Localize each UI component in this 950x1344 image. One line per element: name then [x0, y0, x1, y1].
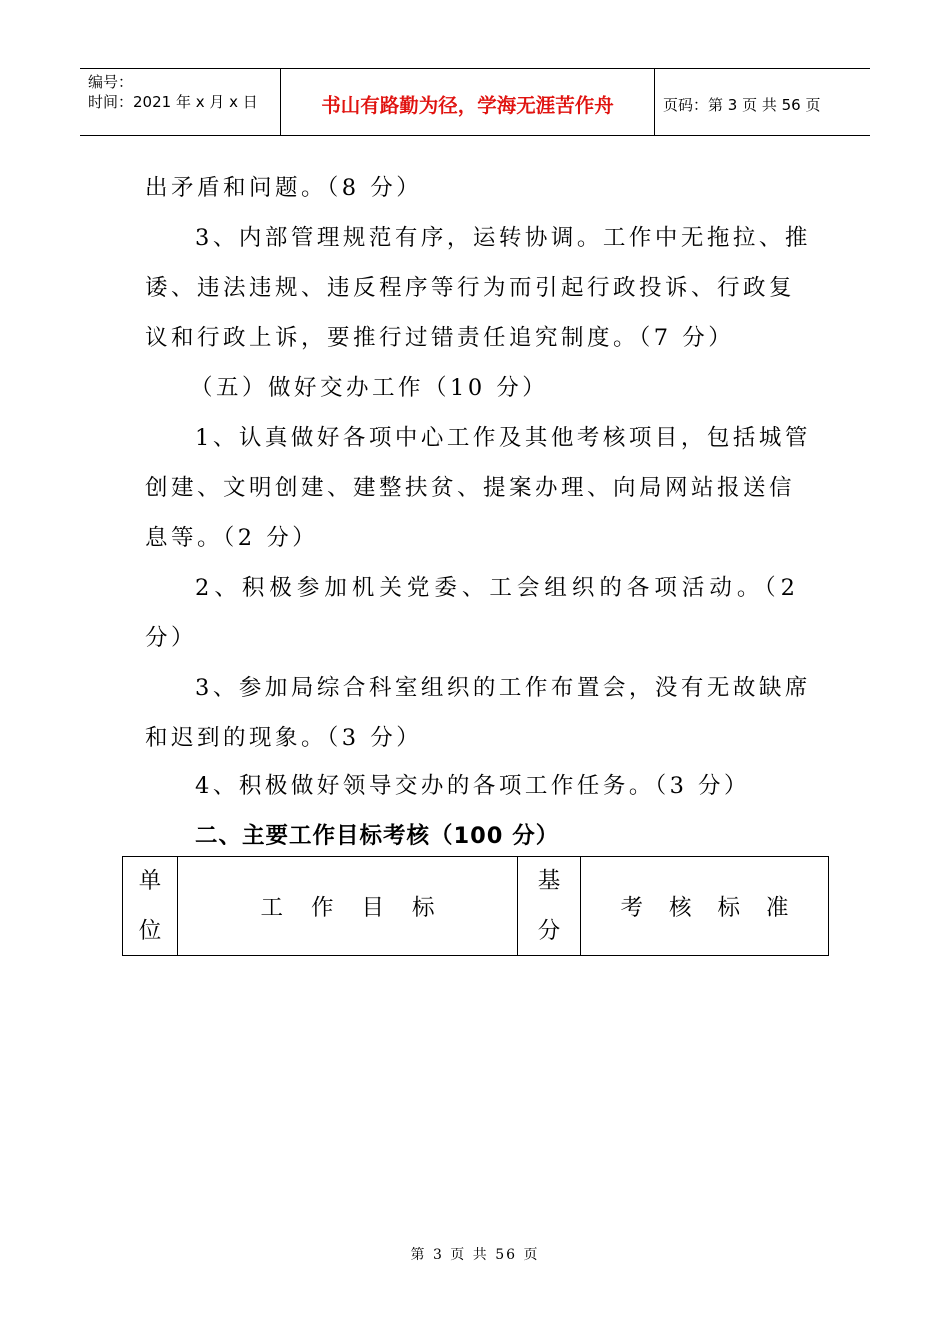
s5-item1-line1: 1、认真做好各项中心工作及其他考核项目，包括城管	[195, 425, 811, 451]
table-col-base-char2: 分	[537, 918, 561, 944]
table-col-base-score	[518, 857, 581, 955]
table-col-work-goal: 工作目标	[178, 857, 518, 955]
item3-line3: 议和行政上诉，要推行过错责任追究制度。（7 分）	[145, 325, 735, 351]
s5-item2-line2: 分）	[145, 625, 198, 651]
s5-item4: 4、积极做好领导交办的各项工作任务。（3 分）	[195, 773, 751, 799]
table-col-unit-char1: 单	[138, 868, 162, 894]
header-motto: 书山有路勤为径，学海无涯苦作舟	[281, 69, 655, 135]
table-col-base-char1: 基	[537, 868, 561, 894]
s5-item3-line2: 和迟到的现象。（3 分）	[145, 725, 423, 751]
s5-item3-line1: 3、参加局综合科室组织的工作布置会，没有无故缺席	[195, 675, 811, 701]
table-col-unit-char2: 位	[138, 918, 162, 944]
header-page-info: 页码：第 3 页 共 56 页	[663, 95, 821, 114]
item3-line1: 3、内部管理规范有序，运转协调。工作中无拖拉、推	[195, 225, 811, 251]
s5-item2-line1: 2、积极参加机关党委、工会组织的各项活动。（2	[195, 575, 800, 601]
assessment-table-header	[122, 856, 829, 956]
s5-item1-line2: 创建、文明创建、建整扶贫、提案办理、向局网站报送信	[145, 475, 796, 501]
header-time-label: 时间：2021 年 x 月 x 日	[88, 93, 258, 111]
item3-line2: 诿、违法违规、违反程序等行为而引起行政投诉、行政复	[145, 275, 796, 301]
header-number-label: 编号：	[88, 73, 134, 91]
body-line-continuation: 出矛盾和问题。（8 分）	[145, 175, 423, 201]
table-col-assessment-standard: 考核标准	[620, 895, 815, 921]
s5-item1-line3: 息等。（2 分）	[145, 525, 319, 551]
header-meta	[80, 69, 281, 135]
table-col-unit	[123, 857, 178, 955]
page-footer: 第 3 页 共 56 页	[410, 1247, 540, 1263]
section-2-heading: 二、主要工作目标考核（100 分）	[195, 823, 560, 849]
section-5-title: （五）做好交办工作（10 分）	[190, 375, 549, 401]
page-header	[80, 68, 870, 136]
